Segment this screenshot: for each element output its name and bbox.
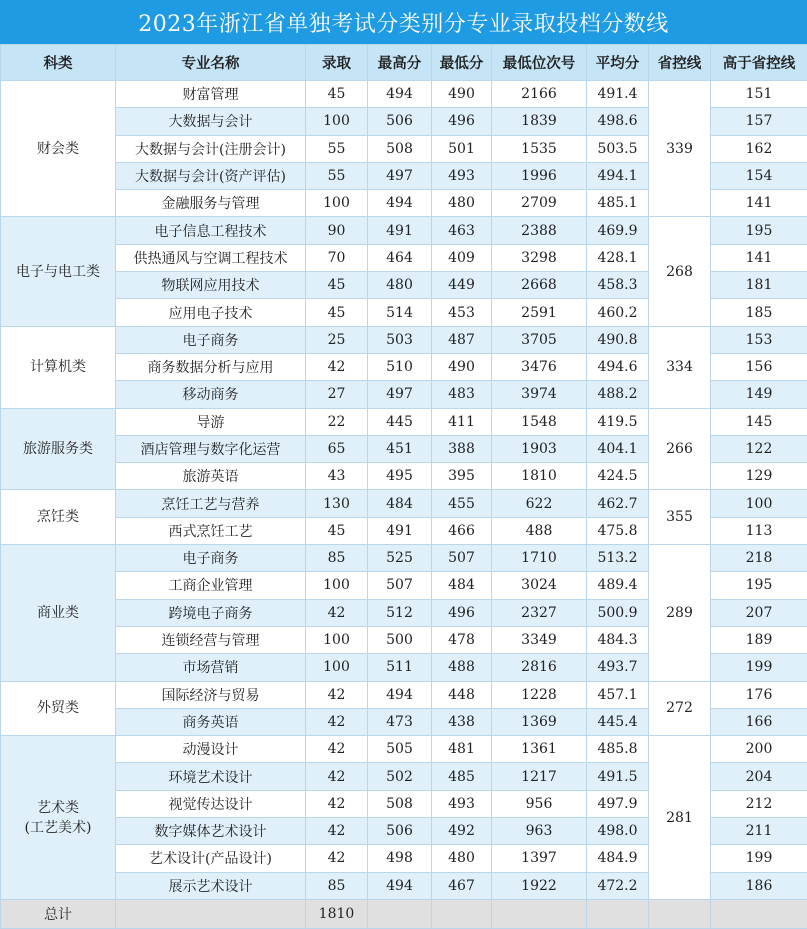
major-cell: 导游	[116, 408, 306, 435]
min-cell: 487	[432, 326, 492, 353]
category-cell	[1, 81, 116, 217]
category-label: 计算机类	[1, 357, 115, 377]
admit-cell: 45	[306, 517, 368, 544]
max-cell: 505	[368, 736, 432, 763]
major-cell: 商务英语	[116, 708, 306, 735]
max-cell: 484	[368, 490, 432, 517]
control-line-cell: 272	[649, 681, 711, 736]
control-line-cell: 339	[649, 81, 711, 217]
min-cell: 463	[432, 217, 492, 244]
avg-cell: 458.3	[587, 272, 649, 299]
category-cell	[1, 217, 116, 326]
rank-cell: 3974	[492, 381, 587, 408]
admit-cell: 100	[306, 572, 368, 599]
min-cell: 480	[432, 190, 492, 217]
category-cell	[1, 326, 116, 408]
rank-cell: 1548	[492, 408, 587, 435]
rank-cell: 2816	[492, 654, 587, 681]
total-admit: 1810	[306, 899, 368, 928]
max-cell: 451	[368, 435, 432, 462]
major-cell: 电子商务	[116, 326, 306, 353]
empty-cell	[649, 899, 711, 928]
avg-cell: 419.5	[587, 408, 649, 435]
min-cell: 501	[432, 135, 492, 162]
control-line-cell: 355	[649, 490, 711, 545]
admit-cell: 42	[306, 736, 368, 763]
min-cell: 438	[432, 708, 492, 735]
category-cell	[1, 681, 116, 736]
empty-cell	[432, 899, 492, 928]
major-cell: 西式烹饪工艺	[116, 517, 306, 544]
max-cell: 464	[368, 244, 432, 271]
major-cell: 跨境电子商务	[116, 599, 306, 626]
category-label: 电子与电工类	[1, 262, 115, 282]
min-cell: 483	[432, 381, 492, 408]
max-cell: 503	[368, 326, 432, 353]
major-cell: 视觉传达设计	[116, 790, 306, 817]
avg-cell: 457.1	[587, 681, 649, 708]
table-row	[1, 736, 807, 763]
max-cell: 508	[368, 135, 432, 162]
above-cell: 154	[711, 162, 807, 189]
max-cell: 491	[368, 217, 432, 244]
control-line-cell: 289	[649, 545, 711, 681]
min-cell: 466	[432, 517, 492, 544]
empty-cell	[116, 899, 306, 928]
rank-cell: 1810	[492, 463, 587, 490]
above-cell: 141	[711, 244, 807, 271]
max-cell: 491	[368, 517, 432, 544]
min-cell: 449	[432, 272, 492, 299]
category-label: 烹饪类	[1, 507, 115, 527]
column-header-min: 最低分	[432, 45, 492, 81]
control-line-cell: 268	[649, 217, 711, 326]
min-cell: 490	[432, 353, 492, 380]
above-cell: 166	[711, 708, 807, 735]
table-row	[1, 681, 807, 708]
major-cell: 艺术设计(产品设计)	[116, 845, 306, 872]
avg-cell: 469.9	[587, 217, 649, 244]
header-row	[1, 45, 807, 81]
avg-cell: 428.1	[587, 244, 649, 271]
above-cell: 204	[711, 763, 807, 790]
max-cell: 494	[368, 81, 432, 108]
avg-cell: 445.4	[587, 708, 649, 735]
major-cell: 烹饪工艺与营养	[116, 490, 306, 517]
major-cell: 连锁经营与管理	[116, 626, 306, 653]
above-cell: 100	[711, 490, 807, 517]
table-row	[1, 408, 807, 435]
avg-cell: 490.8	[587, 326, 649, 353]
major-cell: 电子商务	[116, 545, 306, 572]
avg-cell: 472.2	[587, 872, 649, 899]
admit-cell: 100	[306, 190, 368, 217]
category-label: 财会类	[1, 139, 115, 159]
rank-cell: 1217	[492, 763, 587, 790]
empty-cell	[492, 899, 587, 928]
admit-cell: 42	[306, 763, 368, 790]
min-cell: 453	[432, 299, 492, 326]
major-cell: 数字媒体艺术设计	[116, 818, 306, 845]
above-cell: 199	[711, 845, 807, 872]
major-cell: 市场营销	[116, 654, 306, 681]
max-cell: 497	[368, 162, 432, 189]
above-cell: 122	[711, 435, 807, 462]
above-cell: 212	[711, 790, 807, 817]
major-cell: 电子信息工程技术	[116, 217, 306, 244]
min-cell: 485	[432, 763, 492, 790]
avg-cell: 485.8	[587, 736, 649, 763]
table-row	[1, 217, 807, 244]
min-cell: 507	[432, 545, 492, 572]
category-label: 商业类	[1, 603, 115, 623]
category-cell	[1, 545, 116, 681]
min-cell: 492	[432, 818, 492, 845]
avg-cell: 424.5	[587, 463, 649, 490]
column-header-above: 高于省控线	[711, 45, 807, 81]
min-cell: 480	[432, 845, 492, 872]
max-cell: 511	[368, 654, 432, 681]
major-cell: 供热通风与空调工程技术	[116, 244, 306, 271]
avg-cell: 484.3	[587, 626, 649, 653]
min-cell: 455	[432, 490, 492, 517]
table-row	[1, 326, 807, 353]
above-cell: 189	[711, 626, 807, 653]
avg-cell: 503.5	[587, 135, 649, 162]
max-cell: 502	[368, 763, 432, 790]
max-cell: 473	[368, 708, 432, 735]
admit-cell: 27	[306, 381, 368, 408]
min-cell: 490	[432, 81, 492, 108]
major-cell: 酒店管理与数字化运营	[116, 435, 306, 462]
major-cell: 展示艺术设计	[116, 872, 306, 899]
above-cell: 195	[711, 217, 807, 244]
column-header-avg: 平均分	[587, 45, 649, 81]
above-cell: 156	[711, 353, 807, 380]
min-cell: 395	[432, 463, 492, 490]
major-cell: 国际经济与贸易	[116, 681, 306, 708]
admit-cell: 42	[306, 681, 368, 708]
admit-cell: 55	[306, 135, 368, 162]
admit-cell: 42	[306, 599, 368, 626]
column-header-rank: 最低位次号	[492, 45, 587, 81]
above-cell: 211	[711, 818, 807, 845]
min-cell: 409	[432, 244, 492, 271]
max-cell: 506	[368, 818, 432, 845]
major-cell: 大数据与会计(注册会计)	[116, 135, 306, 162]
column-header-admit: 录取	[306, 45, 368, 81]
max-cell: 507	[368, 572, 432, 599]
admit-cell: 55	[306, 162, 368, 189]
above-cell: 186	[711, 872, 807, 899]
rank-cell: 622	[492, 490, 587, 517]
above-cell: 195	[711, 572, 807, 599]
above-cell: 151	[711, 81, 807, 108]
avg-cell: 513.2	[587, 545, 649, 572]
category-label: 旅游服务类	[1, 439, 115, 459]
control-line-cell: 266	[649, 408, 711, 490]
admit-cell: 70	[306, 244, 368, 271]
admit-cell: 22	[306, 408, 368, 435]
min-cell: 467	[432, 872, 492, 899]
category-label: 外贸类	[1, 698, 115, 718]
category-cell	[1, 490, 116, 545]
rank-cell: 3298	[492, 244, 587, 271]
page-title: 2023年浙江省单独考试分类别分专业录取投档分数线	[0, 0, 807, 44]
total-label: 总计	[1, 899, 116, 928]
control-line-cell: 334	[649, 326, 711, 408]
max-cell: 495	[368, 463, 432, 490]
column-header-max: 最高分	[368, 45, 432, 81]
rank-cell: 1535	[492, 135, 587, 162]
category-cell	[1, 408, 116, 490]
rank-cell: 1903	[492, 435, 587, 462]
avg-cell: 498.6	[587, 108, 649, 135]
table-row	[1, 490, 807, 517]
avg-cell: 462.7	[587, 490, 649, 517]
major-cell: 环境艺术设计	[116, 763, 306, 790]
rank-cell: 956	[492, 790, 587, 817]
rank-cell: 3705	[492, 326, 587, 353]
avg-cell: 494.6	[587, 353, 649, 380]
control-line-cell: 281	[649, 736, 711, 900]
rank-cell: 2668	[492, 272, 587, 299]
rank-cell: 3349	[492, 626, 587, 653]
avg-cell: 500.9	[587, 599, 649, 626]
max-cell: 494	[368, 681, 432, 708]
min-cell: 496	[432, 108, 492, 135]
min-cell: 478	[432, 626, 492, 653]
min-cell: 448	[432, 681, 492, 708]
avg-cell: 497.9	[587, 790, 649, 817]
major-cell: 大数据与会计	[116, 108, 306, 135]
min-cell: 388	[432, 435, 492, 462]
rank-cell: 2709	[492, 190, 587, 217]
major-cell: 应用电子技术	[116, 299, 306, 326]
min-cell: 493	[432, 162, 492, 189]
above-cell: 113	[711, 517, 807, 544]
max-cell: 445	[368, 408, 432, 435]
max-cell: 525	[368, 545, 432, 572]
admit-cell: 100	[306, 626, 368, 653]
max-cell: 500	[368, 626, 432, 653]
admit-cell: 45	[306, 272, 368, 299]
max-cell: 494	[368, 190, 432, 217]
avg-cell: 488.2	[587, 381, 649, 408]
table-row	[1, 81, 807, 108]
avg-cell: 489.4	[587, 572, 649, 599]
admit-cell: 65	[306, 435, 368, 462]
rank-cell: 1228	[492, 681, 587, 708]
avg-cell: 460.2	[587, 299, 649, 326]
max-cell: 480	[368, 272, 432, 299]
category-label: 艺术类 (工艺美术)	[1, 798, 115, 838]
above-cell: 181	[711, 272, 807, 299]
above-cell: 176	[711, 681, 807, 708]
major-cell: 财富管理	[116, 81, 306, 108]
avg-cell: 484.9	[587, 845, 649, 872]
column-header-major: 专业名称	[116, 45, 306, 81]
rank-cell: 2591	[492, 299, 587, 326]
rank-cell: 1397	[492, 845, 587, 872]
avg-cell: 491.4	[587, 81, 649, 108]
major-cell: 工商企业管理	[116, 572, 306, 599]
avg-cell: 491.5	[587, 763, 649, 790]
admit-cell: 130	[306, 490, 368, 517]
avg-cell: 485.1	[587, 190, 649, 217]
max-cell: 497	[368, 381, 432, 408]
major-cell: 移动商务	[116, 381, 306, 408]
max-cell: 498	[368, 845, 432, 872]
above-cell: 157	[711, 108, 807, 135]
admit-cell: 42	[306, 818, 368, 845]
above-cell: 200	[711, 736, 807, 763]
min-cell: 484	[432, 572, 492, 599]
above-cell: 153	[711, 326, 807, 353]
admission-table	[0, 44, 807, 929]
admit-cell: 85	[306, 545, 368, 572]
admit-cell: 42	[306, 353, 368, 380]
rank-cell: 1369	[492, 708, 587, 735]
column-header-control: 省控线	[649, 45, 711, 81]
rank-cell: 1839	[492, 108, 587, 135]
above-cell: 145	[711, 408, 807, 435]
max-cell: 510	[368, 353, 432, 380]
avg-cell: 493.7	[587, 654, 649, 681]
avg-cell: 404.1	[587, 435, 649, 462]
rank-cell: 2166	[492, 81, 587, 108]
major-cell: 物联网应用技术	[116, 272, 306, 299]
above-cell: 149	[711, 381, 807, 408]
rank-cell: 3476	[492, 353, 587, 380]
rank-cell: 488	[492, 517, 587, 544]
above-cell: 162	[711, 135, 807, 162]
admit-cell: 42	[306, 790, 368, 817]
max-cell: 508	[368, 790, 432, 817]
above-cell: 185	[711, 299, 807, 326]
max-cell: 506	[368, 108, 432, 135]
above-cell: 129	[711, 463, 807, 490]
admit-cell: 43	[306, 463, 368, 490]
major-cell: 旅游英语	[116, 463, 306, 490]
above-cell: 218	[711, 545, 807, 572]
avg-cell: 475.8	[587, 517, 649, 544]
category-cell	[1, 736, 116, 900]
min-cell: 488	[432, 654, 492, 681]
table-row	[1, 545, 807, 572]
rank-cell: 1710	[492, 545, 587, 572]
column-header-category: 科类	[1, 45, 116, 81]
rank-cell: 1922	[492, 872, 587, 899]
rank-cell: 2388	[492, 217, 587, 244]
admit-cell: 45	[306, 81, 368, 108]
empty-cell	[368, 899, 432, 928]
admit-cell: 100	[306, 654, 368, 681]
max-cell: 514	[368, 299, 432, 326]
above-cell: 199	[711, 654, 807, 681]
table-body	[1, 81, 807, 929]
rank-cell: 3024	[492, 572, 587, 599]
empty-cell	[587, 899, 649, 928]
major-cell: 金融服务与管理	[116, 190, 306, 217]
admit-cell: 90	[306, 217, 368, 244]
min-cell: 493	[432, 790, 492, 817]
total-row	[1, 899, 807, 928]
above-cell: 141	[711, 190, 807, 217]
rank-cell: 963	[492, 818, 587, 845]
above-cell: 207	[711, 599, 807, 626]
rank-cell: 1996	[492, 162, 587, 189]
major-cell: 大数据与会计(资产评估)	[116, 162, 306, 189]
min-cell: 481	[432, 736, 492, 763]
max-cell: 494	[368, 872, 432, 899]
major-cell: 商务数据分析与应用	[116, 353, 306, 380]
min-cell: 411	[432, 408, 492, 435]
admit-cell: 100	[306, 108, 368, 135]
major-cell: 动漫设计	[116, 736, 306, 763]
admit-cell: 42	[306, 845, 368, 872]
admit-cell: 45	[306, 299, 368, 326]
avg-cell: 494.1	[587, 162, 649, 189]
rank-cell: 1361	[492, 736, 587, 763]
max-cell: 512	[368, 599, 432, 626]
min-cell: 496	[432, 599, 492, 626]
admit-cell: 42	[306, 708, 368, 735]
empty-cell	[711, 899, 807, 928]
admit-cell: 25	[306, 326, 368, 353]
rank-cell: 2327	[492, 599, 587, 626]
admit-cell: 85	[306, 872, 368, 899]
avg-cell: 498.0	[587, 818, 649, 845]
